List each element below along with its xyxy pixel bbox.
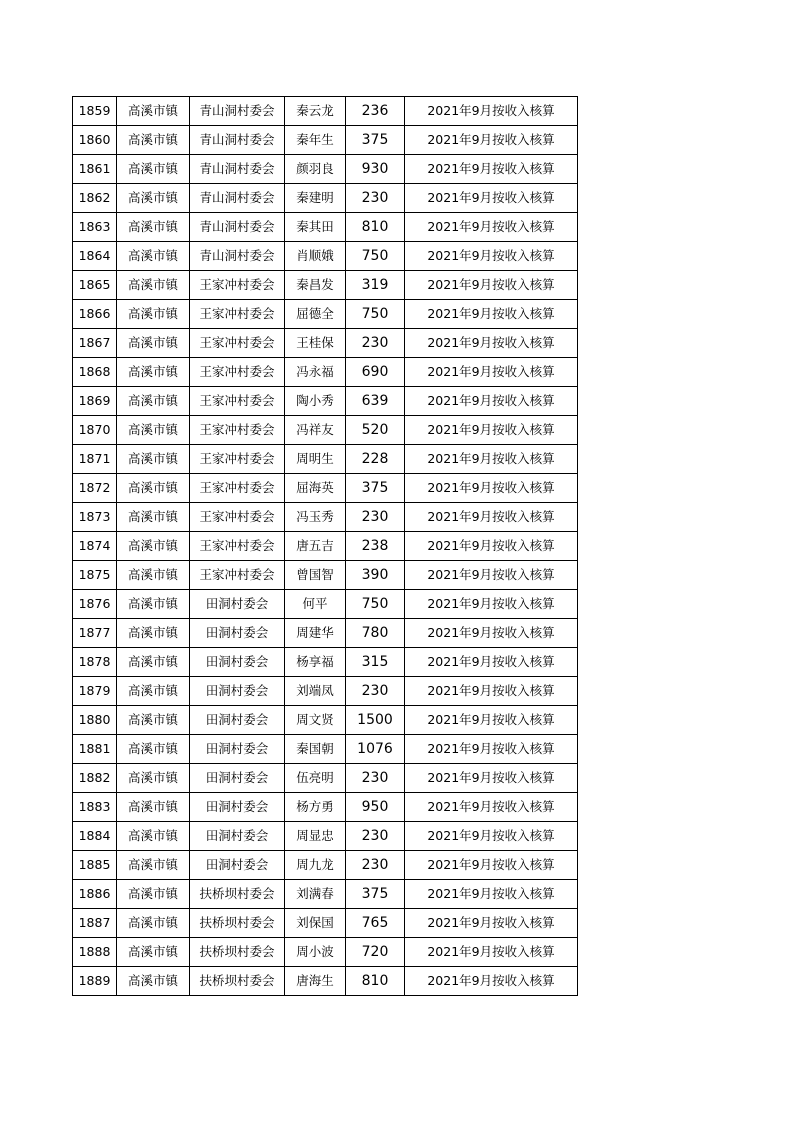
note-cell: 2021年9月按收入核算: [405, 445, 578, 474]
village-cell: 田洞村委会: [190, 764, 285, 793]
village-cell: 青山洞村委会: [190, 242, 285, 271]
note-cell: 2021年9月按收入核算: [405, 474, 578, 503]
amount-cell: 230: [346, 851, 405, 880]
village-cell: 田洞村委会: [190, 648, 285, 677]
amount-cell: 315: [346, 648, 405, 677]
note-cell: 2021年9月按收入核算: [405, 213, 578, 242]
table-row: [73, 329, 578, 358]
row-number-cell: 1873: [73, 503, 117, 532]
table-row: [73, 967, 578, 996]
note-cell: 2021年9月按收入核算: [405, 938, 578, 967]
row-number-cell: 1875: [73, 561, 117, 590]
table-row: [73, 184, 578, 213]
table-row: [73, 561, 578, 590]
row-number-cell: 1859: [73, 97, 117, 126]
village-cell: 田洞村委会: [190, 706, 285, 735]
town-cell: 高溪市镇: [117, 126, 190, 155]
note-cell: 2021年9月按收入核算: [405, 300, 578, 329]
amount-cell: 390: [346, 561, 405, 590]
row-number-cell: 1868: [73, 358, 117, 387]
village-cell: 扶桥坝村委会: [190, 967, 285, 996]
table-row: [73, 503, 578, 532]
village-cell: 青山洞村委会: [190, 155, 285, 184]
row-number-cell: 1872: [73, 474, 117, 503]
table-row: [73, 706, 578, 735]
row-number-cell: 1887: [73, 909, 117, 938]
village-cell: 田洞村委会: [190, 590, 285, 619]
name-cell: 曾国智: [285, 561, 346, 590]
amount-cell: 238: [346, 532, 405, 561]
name-cell: 陶小秀: [285, 387, 346, 416]
name-cell: 杨方勇: [285, 793, 346, 822]
row-number-cell: 1877: [73, 619, 117, 648]
table-row: [73, 938, 578, 967]
village-cell: 青山洞村委会: [190, 213, 285, 242]
note-cell: 2021年9月按收入核算: [405, 706, 578, 735]
town-cell: 高溪市镇: [117, 445, 190, 474]
town-cell: 高溪市镇: [117, 648, 190, 677]
table-row: [73, 735, 578, 764]
note-cell: 2021年9月按收入核算: [405, 184, 578, 213]
note-cell: 2021年9月按收入核算: [405, 735, 578, 764]
name-cell: 周显忠: [285, 822, 346, 851]
name-cell: 肖顺娥: [285, 242, 346, 271]
village-cell: 王家冲村委会: [190, 387, 285, 416]
name-cell: 杨享福: [285, 648, 346, 677]
village-cell: 王家冲村委会: [190, 329, 285, 358]
name-cell: 冯祥友: [285, 416, 346, 445]
town-cell: 高溪市镇: [117, 184, 190, 213]
row-number-cell: 1870: [73, 416, 117, 445]
name-cell: 周小波: [285, 938, 346, 967]
name-cell: 冯玉秀: [285, 503, 346, 532]
row-number-cell: 1885: [73, 851, 117, 880]
row-number-cell: 1882: [73, 764, 117, 793]
village-cell: 王家冲村委会: [190, 532, 285, 561]
town-cell: 高溪市镇: [117, 938, 190, 967]
amount-cell: 930: [346, 155, 405, 184]
row-number-cell: 1865: [73, 271, 117, 300]
name-cell: 颜羽良: [285, 155, 346, 184]
table-body: [73, 97, 578, 996]
amount-cell: 520: [346, 416, 405, 445]
town-cell: 高溪市镇: [117, 532, 190, 561]
table-row: [73, 619, 578, 648]
table-row: [73, 387, 578, 416]
village-cell: 青山洞村委会: [190, 97, 285, 126]
row-number-cell: 1863: [73, 213, 117, 242]
note-cell: 2021年9月按收入核算: [405, 590, 578, 619]
table-row: [73, 851, 578, 880]
village-cell: 田洞村委会: [190, 619, 285, 648]
amount-cell: 810: [346, 967, 405, 996]
row-number-cell: 1886: [73, 880, 117, 909]
name-cell: 刘满春: [285, 880, 346, 909]
town-cell: 高溪市镇: [117, 967, 190, 996]
town-cell: 高溪市镇: [117, 242, 190, 271]
name-cell: 屈德全: [285, 300, 346, 329]
name-cell: 冯永福: [285, 358, 346, 387]
village-cell: 扶桥坝村委会: [190, 909, 285, 938]
row-number-cell: 1876: [73, 590, 117, 619]
amount-cell: 230: [346, 822, 405, 851]
amount-cell: 750: [346, 590, 405, 619]
amount-cell: 228: [346, 445, 405, 474]
amount-cell: 375: [346, 880, 405, 909]
note-cell: 2021年9月按收入核算: [405, 358, 578, 387]
village-cell: 王家冲村委会: [190, 358, 285, 387]
amount-cell: 810: [346, 213, 405, 242]
amount-cell: 230: [346, 764, 405, 793]
table-row: [73, 677, 578, 706]
table-row: [73, 590, 578, 619]
note-cell: 2021年9月按收入核算: [405, 880, 578, 909]
village-cell: 田洞村委会: [190, 822, 285, 851]
note-cell: 2021年9月按收入核算: [405, 967, 578, 996]
table-row: [73, 97, 578, 126]
town-cell: 高溪市镇: [117, 561, 190, 590]
row-number-cell: 1883: [73, 793, 117, 822]
note-cell: 2021年9月按收入核算: [405, 619, 578, 648]
name-cell: 秦建明: [285, 184, 346, 213]
village-cell: 青山洞村委会: [190, 126, 285, 155]
note-cell: 2021年9月按收入核算: [405, 329, 578, 358]
name-cell: 秦年生: [285, 126, 346, 155]
name-cell: 刘端凤: [285, 677, 346, 706]
name-cell: 伍亮明: [285, 764, 346, 793]
table-row: [73, 880, 578, 909]
row-number-cell: 1869: [73, 387, 117, 416]
table-row: [73, 213, 578, 242]
row-number-cell: 1880: [73, 706, 117, 735]
town-cell: 高溪市镇: [117, 213, 190, 242]
table-row: [73, 242, 578, 271]
town-cell: 高溪市镇: [117, 329, 190, 358]
table-row: [73, 416, 578, 445]
amount-cell: 720: [346, 938, 405, 967]
row-number-cell: 1889: [73, 967, 117, 996]
town-cell: 高溪市镇: [117, 590, 190, 619]
note-cell: 2021年9月按收入核算: [405, 561, 578, 590]
table-row: [73, 445, 578, 474]
town-cell: 高溪市镇: [117, 880, 190, 909]
name-cell: 屈海英: [285, 474, 346, 503]
name-cell: 周九龙: [285, 851, 346, 880]
village-cell: 王家冲村委会: [190, 445, 285, 474]
name-cell: 周文贤: [285, 706, 346, 735]
town-cell: 高溪市镇: [117, 300, 190, 329]
amount-cell: 750: [346, 300, 405, 329]
amount-cell: 230: [346, 677, 405, 706]
amount-cell: 1500: [346, 706, 405, 735]
amount-cell: 375: [346, 126, 405, 155]
note-cell: 2021年9月按收入核算: [405, 532, 578, 561]
note-cell: 2021年9月按收入核算: [405, 648, 578, 677]
table-row: [73, 648, 578, 677]
village-cell: 王家冲村委会: [190, 300, 285, 329]
village-cell: 田洞村委会: [190, 735, 285, 764]
row-number-cell: 1874: [73, 532, 117, 561]
amount-cell: 230: [346, 329, 405, 358]
town-cell: 高溪市镇: [117, 822, 190, 851]
town-cell: 高溪市镇: [117, 677, 190, 706]
amount-cell: 230: [346, 184, 405, 213]
table-row: [73, 155, 578, 184]
note-cell: 2021年9月按收入核算: [405, 851, 578, 880]
note-cell: 2021年9月按收入核算: [405, 677, 578, 706]
row-number-cell: 1864: [73, 242, 117, 271]
table-row: [73, 358, 578, 387]
name-cell: 周建华: [285, 619, 346, 648]
amount-cell: 375: [346, 474, 405, 503]
table-row: [73, 126, 578, 155]
row-number-cell: 1860: [73, 126, 117, 155]
table-row: [73, 764, 578, 793]
note-cell: 2021年9月按收入核算: [405, 909, 578, 938]
row-number-cell: 1871: [73, 445, 117, 474]
name-cell: 何平: [285, 590, 346, 619]
note-cell: 2021年9月按收入核算: [405, 387, 578, 416]
amount-cell: 1076: [346, 735, 405, 764]
row-number-cell: 1862: [73, 184, 117, 213]
table-row: [73, 271, 578, 300]
village-cell: 青山洞村委会: [190, 184, 285, 213]
town-cell: 高溪市镇: [117, 851, 190, 880]
town-cell: 高溪市镇: [117, 735, 190, 764]
town-cell: 高溪市镇: [117, 706, 190, 735]
note-cell: 2021年9月按收入核算: [405, 97, 578, 126]
amount-cell: 690: [346, 358, 405, 387]
note-cell: 2021年9月按收入核算: [405, 126, 578, 155]
note-cell: 2021年9月按收入核算: [405, 793, 578, 822]
row-number-cell: 1881: [73, 735, 117, 764]
note-cell: 2021年9月按收入核算: [405, 271, 578, 300]
name-cell: 刘保国: [285, 909, 346, 938]
name-cell: 秦云龙: [285, 97, 346, 126]
note-cell: 2021年9月按收入核算: [405, 155, 578, 184]
amount-cell: 230: [346, 503, 405, 532]
name-cell: 秦国朝: [285, 735, 346, 764]
note-cell: 2021年9月按收入核算: [405, 416, 578, 445]
town-cell: 高溪市镇: [117, 271, 190, 300]
village-cell: 田洞村委会: [190, 677, 285, 706]
town-cell: 高溪市镇: [117, 155, 190, 184]
note-cell: 2021年9月按收入核算: [405, 503, 578, 532]
name-cell: 秦昌发: [285, 271, 346, 300]
amount-cell: 950: [346, 793, 405, 822]
town-cell: 高溪市镇: [117, 416, 190, 445]
town-cell: 高溪市镇: [117, 764, 190, 793]
table-row: [73, 793, 578, 822]
name-cell: 王桂保: [285, 329, 346, 358]
town-cell: 高溪市镇: [117, 474, 190, 503]
town-cell: 高溪市镇: [117, 619, 190, 648]
village-cell: 扶桥坝村委会: [190, 880, 285, 909]
row-number-cell: 1866: [73, 300, 117, 329]
table-row: [73, 532, 578, 561]
village-cell: 王家冲村委会: [190, 474, 285, 503]
town-cell: 高溪市镇: [117, 909, 190, 938]
village-cell: 田洞村委会: [190, 851, 285, 880]
amount-cell: 750: [346, 242, 405, 271]
note-cell: 2021年9月按收入核算: [405, 822, 578, 851]
table-row: [73, 822, 578, 851]
amount-cell: 765: [346, 909, 405, 938]
village-cell: 田洞村委会: [190, 793, 285, 822]
village-cell: 王家冲村委会: [190, 503, 285, 532]
amount-cell: 319: [346, 271, 405, 300]
name-cell: 唐五吉: [285, 532, 346, 561]
note-cell: 2021年9月按收入核算: [405, 764, 578, 793]
row-number-cell: 1867: [73, 329, 117, 358]
row-number-cell: 1878: [73, 648, 117, 677]
town-cell: 高溪市镇: [117, 358, 190, 387]
row-number-cell: 1879: [73, 677, 117, 706]
town-cell: 高溪市镇: [117, 503, 190, 532]
table-row: [73, 300, 578, 329]
town-cell: 高溪市镇: [117, 793, 190, 822]
row-number-cell: 1884: [73, 822, 117, 851]
data-table: [72, 96, 578, 996]
town-cell: 高溪市镇: [117, 97, 190, 126]
name-cell: 周明生: [285, 445, 346, 474]
village-cell: 王家冲村委会: [190, 271, 285, 300]
village-cell: 王家冲村委会: [190, 416, 285, 445]
table-row: [73, 909, 578, 938]
row-number-cell: 1861: [73, 155, 117, 184]
name-cell: 秦其田: [285, 213, 346, 242]
village-cell: 王家冲村委会: [190, 561, 285, 590]
row-number-cell: 1888: [73, 938, 117, 967]
village-cell: 扶桥坝村委会: [190, 938, 285, 967]
amount-cell: 236: [346, 97, 405, 126]
name-cell: 唐海生: [285, 967, 346, 996]
amount-cell: 780: [346, 619, 405, 648]
note-cell: 2021年9月按收入核算: [405, 242, 578, 271]
town-cell: 高溪市镇: [117, 387, 190, 416]
table-row: [73, 474, 578, 503]
amount-cell: 639: [346, 387, 405, 416]
